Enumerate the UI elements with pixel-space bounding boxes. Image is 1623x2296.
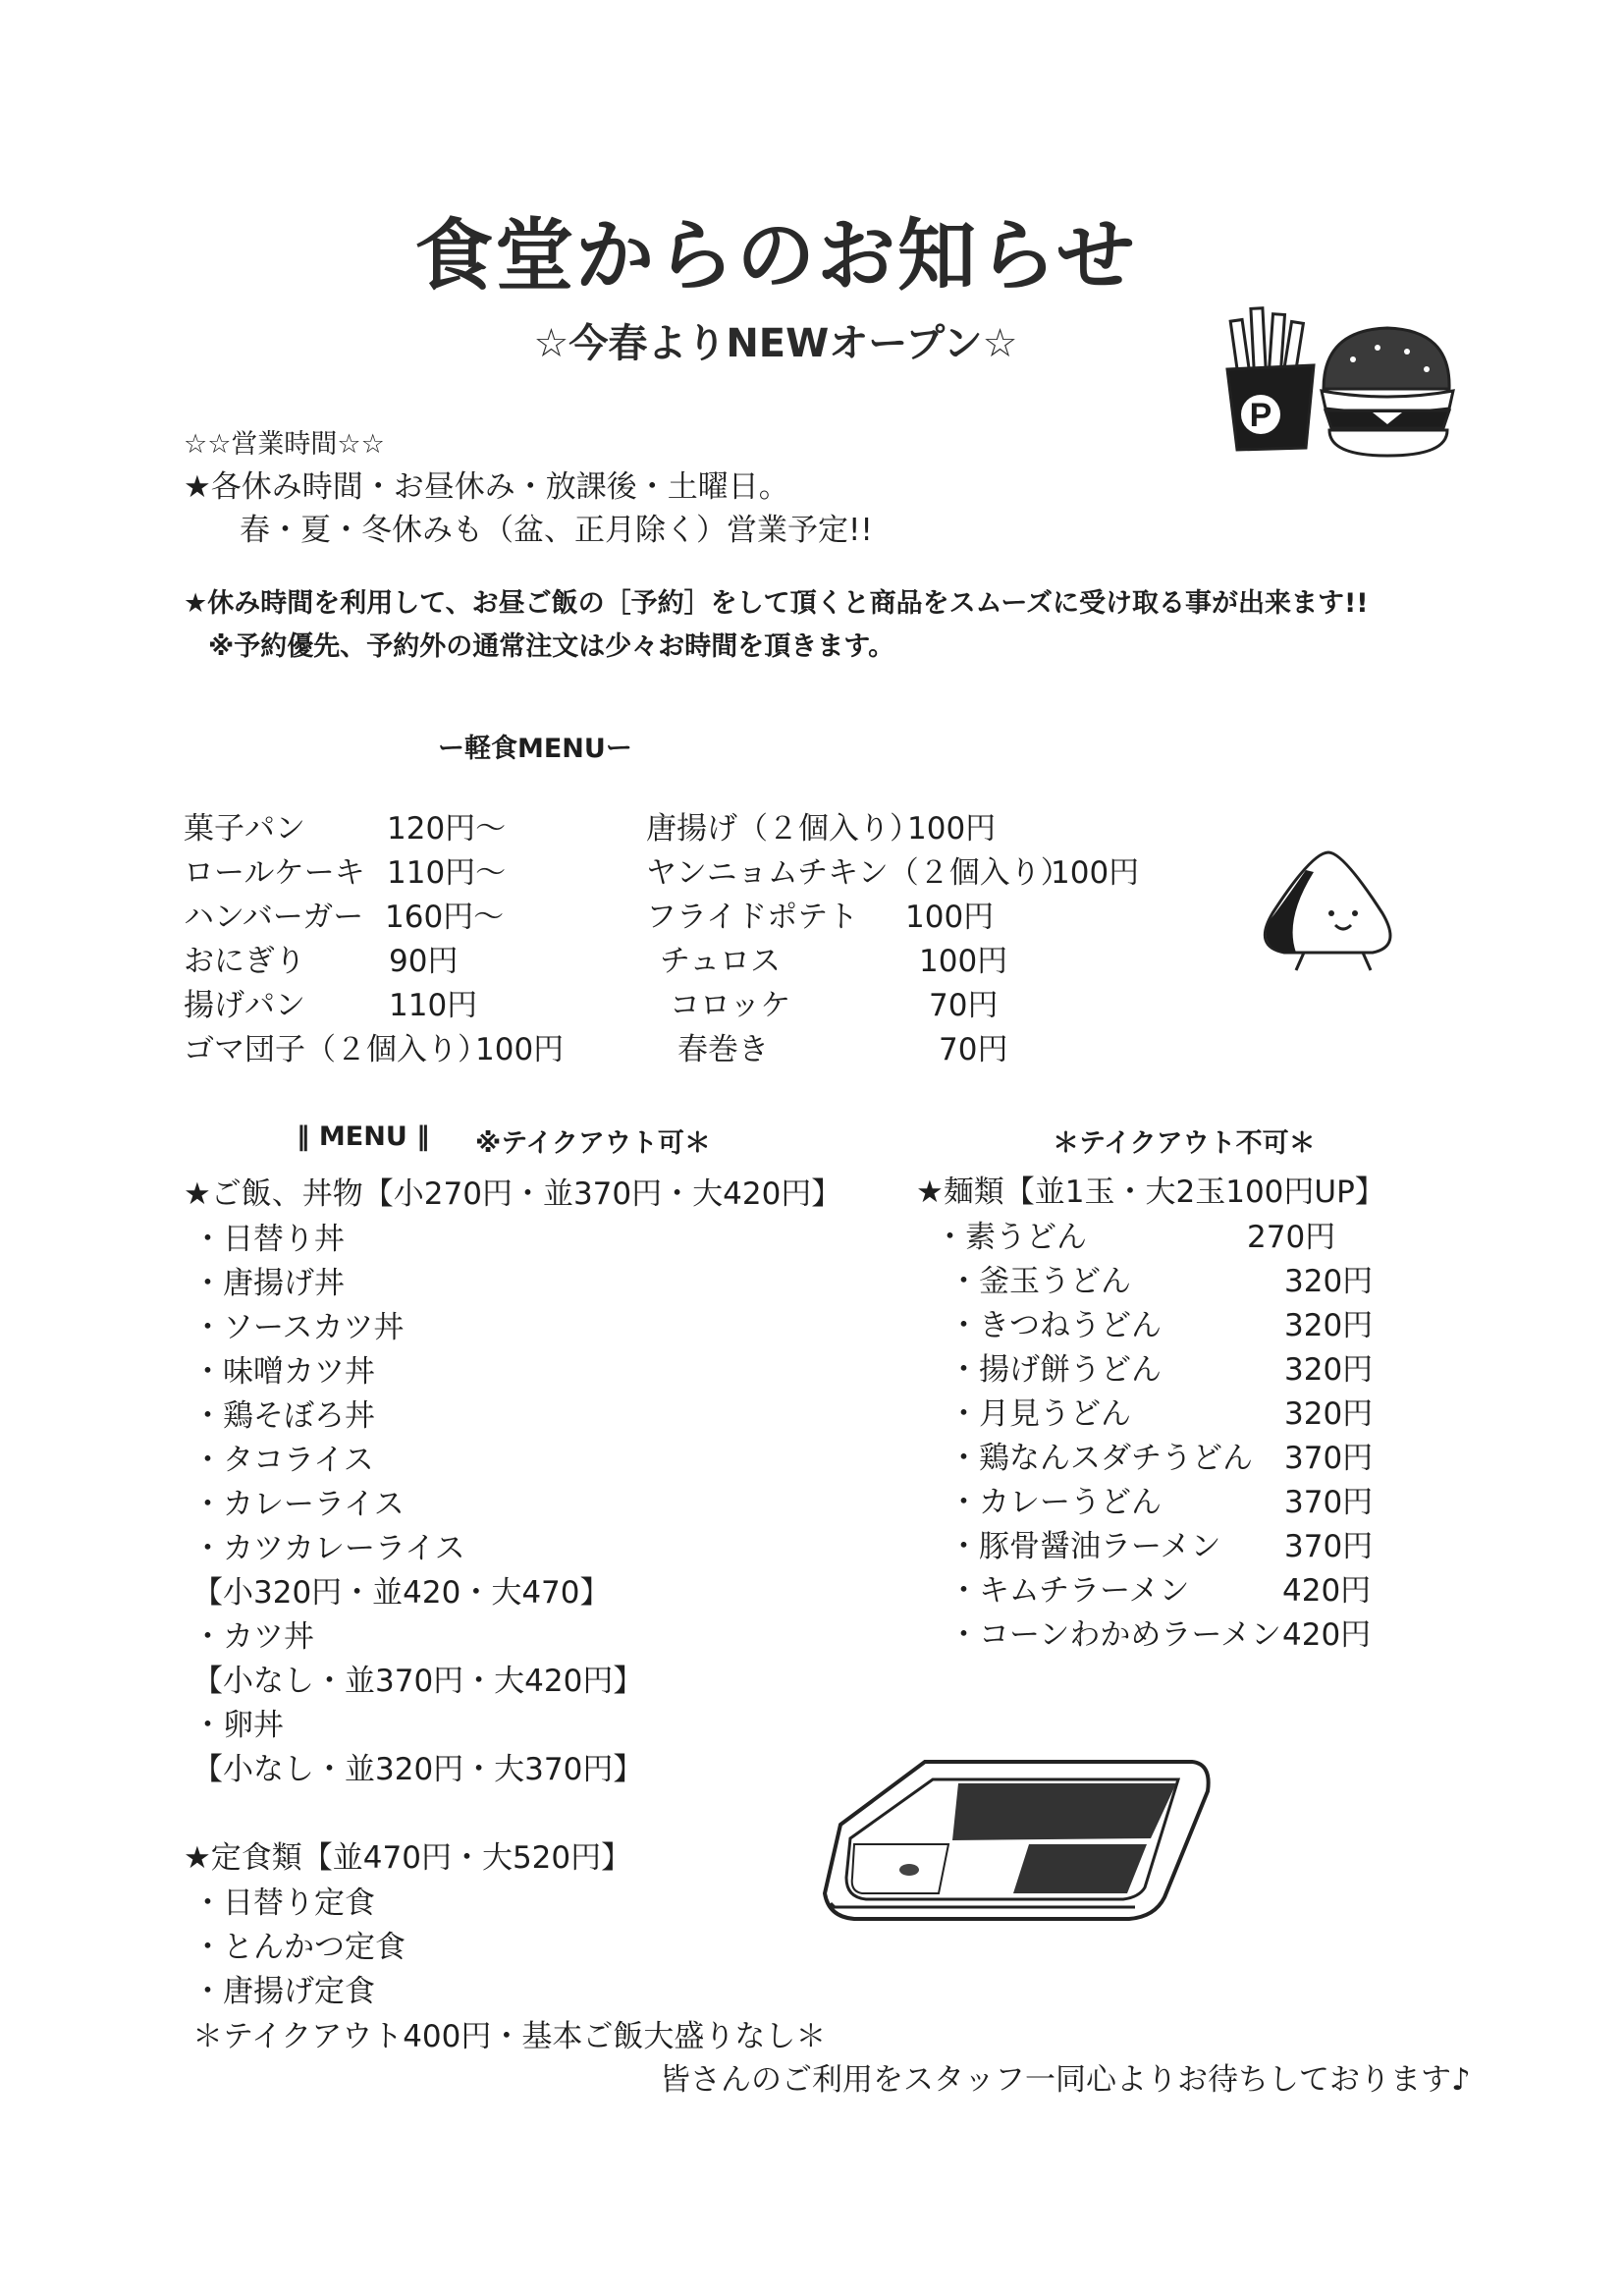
noodle-item-name: ・素うどん xyxy=(935,1220,1087,1255)
noodle-item-name: ・豚骨醤油ラーメン xyxy=(948,1529,1221,1564)
noodle-item-price: 270円 xyxy=(1247,1220,1336,1255)
noodle-item-name: ・コーンわかめラーメン xyxy=(948,1617,1281,1653)
page-title: 食堂からのお知らせ xyxy=(414,210,1137,301)
noodle-item-price: 320円 xyxy=(1284,1308,1374,1343)
hours-line-2: 春・夏・冬休みも（盆、正月除く）営業予定!! xyxy=(240,513,873,548)
list-item: ・日替り丼 xyxy=(192,1222,345,1257)
snack-item-price: 110円 xyxy=(389,988,478,1023)
snack-item-price: 90円 xyxy=(389,944,459,979)
list-item: ・タコライス xyxy=(192,1443,374,1478)
price-note: 【小なし・並370円・大420円】 xyxy=(192,1664,644,1699)
snack-item-name: ヤンニョムチキン（２個入り） xyxy=(646,855,1071,891)
noodle-item-price: 320円 xyxy=(1284,1396,1374,1432)
snack-item-price: 160円〜 xyxy=(385,900,505,935)
snack-item-name: フライドポテト xyxy=(646,900,859,935)
list-item: ・卵丼 xyxy=(192,1708,284,1743)
noodle-item-price: 370円 xyxy=(1284,1441,1374,1476)
snack-item-price: 70円 xyxy=(939,1032,1008,1067)
main-menu-heading-row xyxy=(297,1121,430,1152)
snack-item-name: ハンバーガー xyxy=(184,900,364,935)
fork-knife-icon: ‖ xyxy=(416,1121,430,1152)
noodle-item-name: ・キムチラーメン xyxy=(948,1573,1190,1609)
snack-item-name: 唐揚げ（２個入り） xyxy=(646,811,920,847)
price-note: 【小320円・並420・大470】 xyxy=(192,1575,611,1611)
onigiri-icon xyxy=(1245,845,1412,974)
snack-item-name: コロッケ xyxy=(670,988,791,1023)
snack-item-name: おにぎり xyxy=(184,944,305,979)
set-meal-header: ★定食類【並470円・大520円】 xyxy=(184,1840,632,1876)
fork-knife-icon: ‖ xyxy=(297,1121,310,1152)
main-menu-heading: MENU xyxy=(318,1121,407,1152)
snack-item-price: 110円〜 xyxy=(387,855,507,891)
reservation-line-1: ★休み時間を利用して、お昼ご飯の［予約］をして頂くと商品をスムーズに受け取る事が出来ます!! xyxy=(184,588,1369,619)
reservation-line-2: ※予約優先、予約外の通常注文は少々お時間を頂きます。 xyxy=(208,631,895,662)
bento-icon xyxy=(811,1750,1221,1925)
list-item: ・とんかつ定食 xyxy=(192,1930,406,1965)
list-item: ・カツカレーライス xyxy=(192,1531,465,1566)
list-item: ・味噌カツ丼 xyxy=(192,1354,375,1390)
snack-item-price: 100円 xyxy=(475,1032,565,1067)
list-item: ・ソースカツ丼 xyxy=(192,1310,405,1345)
snack-item-price: 100円 xyxy=(919,944,1008,979)
list-item: ・唐揚げ丼 xyxy=(192,1266,345,1301)
list-item: ・カツ丼 xyxy=(192,1619,314,1655)
snack-item-name: 春巻き xyxy=(677,1032,769,1067)
snack-item-name: ゴマ団子（２個入り） xyxy=(184,1032,488,1067)
snack-item-price: 100円 xyxy=(905,900,995,935)
takeout-ok-label: ※テイクアウト可＊ xyxy=(475,1128,711,1159)
snack-item-price: 70円 xyxy=(929,988,999,1023)
snack-item-name: ロールケーキ xyxy=(184,855,365,891)
fries-logo-letter: P xyxy=(1249,397,1272,434)
snack-item-price: 100円 xyxy=(1051,855,1140,891)
noodle-item-name: ・釜玉うどん xyxy=(948,1264,1131,1299)
noodles-header: ★麺類【並1玉・大2玉100円UP】 xyxy=(916,1175,1385,1210)
snack-menu-heading: ー軽食MENUー xyxy=(438,734,632,764)
hours-heading: ☆☆営業時間☆☆ xyxy=(184,429,385,460)
page-subtitle: ☆今春よりNEWオープン☆ xyxy=(533,321,1018,366)
noodle-item-price: 370円 xyxy=(1284,1529,1374,1564)
noodle-item-name: ・鶏なんスダチうどん xyxy=(948,1441,1253,1476)
noodle-item-name: ・月見うどん xyxy=(948,1396,1131,1432)
noodle-item-price: 420円 xyxy=(1282,1573,1372,1609)
snack-item-price: 120円〜 xyxy=(387,811,507,847)
fries-burger-illustration xyxy=(1216,301,1471,467)
noodle-item-name: ・カレーうどん xyxy=(948,1485,1162,1520)
list-item: ・日替り定食 xyxy=(192,1886,375,1921)
set-meal-note: ＊テイクアウト400円・基本ご飯大盛りなし＊ xyxy=(192,2019,827,2054)
price-note: 【小なし・並320円・大370円】 xyxy=(192,1752,644,1787)
hours-line-1: ★各休み時間・お昼休み・放課後・土曜日。 xyxy=(184,469,789,505)
noodle-item-price: 320円 xyxy=(1284,1352,1374,1388)
noodle-item-name: ・きつねうどん xyxy=(948,1308,1162,1343)
noodle-item-name: ・揚げ餅うどん xyxy=(948,1352,1162,1388)
list-item: ・鶏そぼろ丼 xyxy=(192,1398,375,1434)
fries-icon xyxy=(1227,308,1314,450)
list-item: ・カレーライス xyxy=(192,1487,405,1522)
noodle-item-price: 370円 xyxy=(1284,1485,1374,1520)
snack-item-name: チュロス xyxy=(660,944,782,979)
noodle-item-price: 420円 xyxy=(1282,1617,1372,1653)
takeout-ng-label: ＊テイクアウト不可＊ xyxy=(1053,1128,1316,1159)
snack-item-price: 100円 xyxy=(907,811,997,847)
rice-header: ★ご飯、丼物【小270円・並370円・大420円】 xyxy=(184,1176,842,1212)
closing-message: 皆さんのご利用をスタッフ一同心よりお待ちしております♪ xyxy=(660,2062,1471,2098)
snack-item-name: 菓子パン xyxy=(184,811,305,847)
snack-item-name: 揚げパン xyxy=(184,988,305,1023)
hamburger-icon xyxy=(1322,328,1453,456)
noodle-item-price: 320円 xyxy=(1284,1264,1374,1299)
list-item: ・唐揚げ定食 xyxy=(192,1974,375,2009)
